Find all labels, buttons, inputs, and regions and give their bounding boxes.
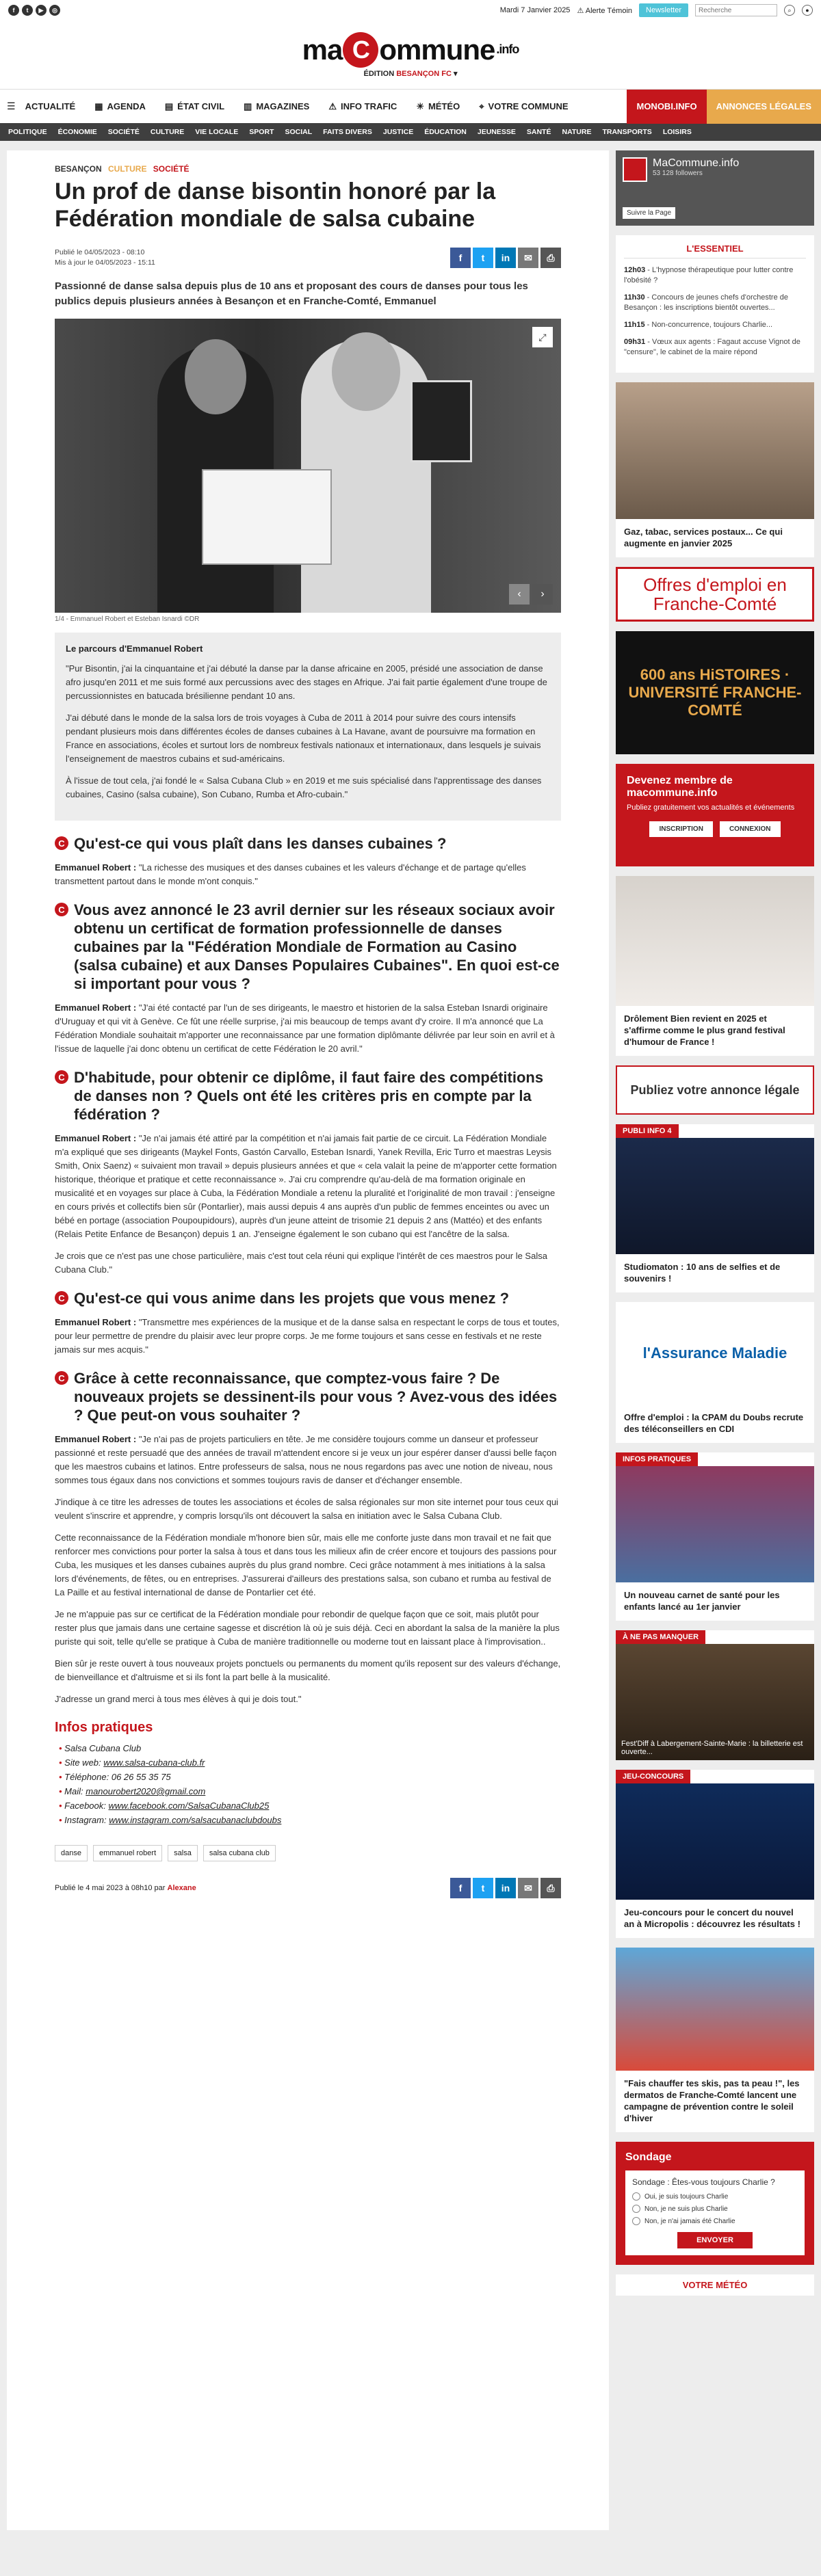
info-item: • Téléphone: 06 26 55 35 75 [59,1770,561,1784]
bio-paragraph: J'ai débuté dans le monde de la salsa lors de trois voyages à Cuba de 2011 à 2014 pour suivre des cours intensifs pendant plusieurs mois dans différentes écoles de danses cubaines à La Havane, avant de poursuivre ma formation en France en associations, écoles et surtout lors de nombreux festivals nationaux et internationaux, dans lesquels je suivais l'enseignement de maestros cubains et sud-américains. [66,713,541,764]
news-item[interactable]: 12h03 - L'hypnose thérapeutique pour lutter contre l'obésité ? [624,266,794,284]
nav-info-trafic[interactable]: ⚠ INFO TRAFIC [328,101,398,111]
question-heading: C Grâce à cette reconnaissance, que comptez-vous faire ? De nouveaux projets se dessinent-ils pour vous ? Avez-vous des idées ? Que peut-on vous souhaiter ? [55,1369,561,1424]
instagram-icon[interactable]: ◎ [49,5,60,16]
subnav-item[interactable]: JEUNESSE [477,128,516,136]
nav-votre-commune[interactable]: ⌖ VOTRE COMMUNE [479,101,569,111]
tag-list [55,1845,561,1861]
article-dates: Publié le 04/05/2023 - 08:10 Mis à jour le 04/05/2023 - 15:11 [55,248,155,267]
subnav-item[interactable]: ÉDUCATION [424,128,467,136]
current-date: Mardi 7 Janvier 2025 [499,6,571,14]
info-item: • Facebook: www.facebook.com/SalsaCubanaClub25 [59,1798,561,1813]
news-item[interactable]: 09h31 - Vœux aux agents : Fagaut accuse Vignot de "censure", le cabinet de la maire répond [624,338,800,356]
subnav-item[interactable]: VIE LOCALE [195,128,239,136]
category-societe[interactable]: SOCIÉTÉ [153,164,190,174]
answer-paragraph: Emmanuel Robert : "La richesse des musiques et des danses cubaines et les valeurs d'échange et de partage qu'elles transmettent partout dans le monde m'ont conquis." [55,862,526,886]
warning-icon: ⚠ [328,101,337,111]
share-buttons [450,248,561,268]
website-link[interactable]: www.salsa-cubana-club.fr [103,1757,205,1768]
sidebar-article[interactable] [616,1124,814,1292]
print-icon[interactable]: ⎙ [540,1878,561,1898]
tag[interactable]: salsa cubana club [203,1845,276,1861]
poll-option[interactable]: Non, je ne suis plus Charlie [632,2205,798,2213]
published-by: Publié le 4 mai 2023 à 08h10 par Alexane [55,1884,196,1892]
answer-paragraph: Cette reconnaissance de la Fédération mondiale m'honore bien sûr, mais elle me conforte juste dans mon travail et ne fait que renforcer mes convictions pour porter la salsa à tous et dans tous les milieux afin de créer encore et toujours des passions pour Cuba, les musiques et les danses cubaines auprès du plus grand nombre. Ceci grâce notamment à mes initiations à la salsa lors d'événements, de fêtes, ou en entreprises. J'assurerai d'ailleurs des prestations salsa, son cubano et rumba au festival de La Paille et au festival international de danse de Pontarlier cet été. [55,1532,557,1597]
practical-info-title: Infos pratiques [55,1720,153,1735]
nav-monobi[interactable]: MONOBI.INFO [627,90,706,124]
sun-icon: ☀ [416,101,424,111]
sidebar-article-title: Drôlement Bien revient en 2025 et s'affirme comme le plus grand festival d'humour de France ! [624,1013,785,1047]
author-link[interactable]: Alexane [167,1884,196,1892]
essentiel-widget [616,235,814,373]
calendar-icon: ▦ [94,101,103,111]
essentiel-title: L'ESSENTIEL [624,243,806,258]
info-item: • Mail: manourobert2020@gmail.com [59,1784,561,1798]
category-culture[interactable]: CULTURE [108,164,147,174]
user-icon[interactable]: ● [802,5,813,16]
answer-paragraph: Je crois que ce n'est pas une chose particulière, mais c'est tout cela réuni qui explique l'intérêt de ces maestros pour le Salsa Cubana Club." [55,1251,547,1275]
sidebar-article[interactable] [616,1630,814,1760]
youtube-icon[interactable]: ▶ [36,5,47,16]
follow-page-button[interactable]: Suivre la Page [623,207,675,219]
top-bar [0,0,821,21]
share-buttons-bottom [450,1878,561,1898]
subnav-item[interactable]: JUSTICE [382,128,414,136]
question-heading: C Qu'est-ce qui vous anime dans les projets que vous menez ? [55,1289,561,1307]
article [7,150,609,2530]
bio-title: Le parcours d'Emmanuel Robert [66,643,203,654]
tag[interactable]: salsa [168,1845,198,1861]
news-item[interactable]: 11h15 - Non-concurrence, toujours Charlie... [624,321,773,329]
nav-meteo[interactable]: ☀ MÉTÉO [416,101,460,111]
answer-paragraph: J'adresse un grand merci à tous mes élèves à qui je dois tout." [55,1694,302,1704]
sante-image [616,1466,814,1582]
page-logo [623,157,647,182]
membership-subtitle: Publiez gratuitement vos actualités et événements [627,804,795,812]
question-heading: C Qu'est-ce qui vous plaît dans les danses cubaines ? [55,834,561,853]
search-input[interactable] [695,4,777,16]
article-categories [55,164,561,174]
sidebar-article[interactable] [616,1770,814,1938]
subnav-item[interactable]: FAITS DIVERS [323,128,372,136]
sub-nav [0,123,821,141]
legal-notice-banner[interactable]: Publiez votre annonce légale [616,1065,814,1115]
header-logo-area [0,21,821,89]
poll-title: Sondage [625,2151,672,2163]
category-besancon[interactable]: BESANÇON [55,164,102,174]
location-icon: ⌖ [479,101,484,111]
slider-next-icon[interactable]: › [532,584,553,605]
social-links [8,5,60,16]
publi-info-badge: PUBLI INFO 4 [616,1124,679,1138]
answer-paragraph: Je ne m'appuie pas sur ce certificat de la Fédération mondiale pour rebondir de quelque façon que ce soit, mais plutôt pour rester plus que jamais dans une certaine sagesse et discrétion là où je suis déjà. Ceci en abordant la salsa de la manière la plus puriste qui soit, telle qu'elle se pratique à Cuba de manière traditionnelle ou moderne tout en laissant place à l'improvisation.. [55,1609,560,1647]
answer-paragraph: J'indique à ce titre les adresses de toutes les associations et écoles de salsa régionales sur mon site internet pour tous ceux qui veulent s'inscrire et apprendre, y compris lorsqu'ils ont découvert la salsa en initiation avec le Salsa Cubana Club. [55,1497,558,1521]
share-twitter-icon[interactable]: t [473,1878,493,1898]
poll-option[interactable]: Non, je n'ai jamais été Charlie [632,2217,798,2225]
poll-widget [616,2142,814,2265]
sidebar-article[interactable] [616,382,814,557]
nav-magazines[interactable]: ▥ MAGAZINES [244,101,310,111]
instagram-link[interactable]: www.instagram.com/salsacubanaclubdoubs [109,1815,282,1825]
login-button[interactable]: CONNEXION [720,821,781,837]
answer-paragraph: Bien sûr je reste ouvert à tous nouveaux projets ponctuels ou permanents du moment qu'ils reposent sur des valeurs d'échange, de bienveillance et d'altruisme et si ils font la part belle à la musicalité. [55,1658,561,1682]
share-facebook-icon[interactable]: f [450,1878,471,1898]
search-icon[interactable]: ⌕ [784,5,795,16]
mail-link[interactable]: manourobert2020@gmail.com [86,1786,206,1796]
document-icon: ▤ [164,101,174,111]
weather-widget-title: VOTRE MÉTÉO [616,2274,814,2296]
answer-paragraph: Emmanuel Robert : "Transmettre mes expériences de la musique et de la danse salsa en respectant le corps de tous et toutes, pour leur permettre de prendre du plaisir avec leur propre corps. Je me forme toujours et sans cesse en festivals et ne reste jamais sur mes acquis." [55,1317,560,1355]
bio-box [55,633,561,821]
bio-paragraph: "Pur Bisontin, j'ai la cinquantaine et j'ai débuté la danse par la danse africaine en 2005, présidé une association de danse afro jusqu'en 2011 et me suis formé aux percussions avec des stages en Afrique. J'ai fait partie également d'une troupe de percussionnistes en batucada brésilienne pendant 10 ans. [66,663,547,701]
article-title: Un prof de danse bisontin honoré par la Fédération mondiale de salsa cubaine [55,178,496,232]
infos-pratiques-badge: INFOS PRATIQUES [616,1452,698,1466]
question-heading: C D'habitude, pour obtenir ce diplôme, il faut faire des compétitions de danses non ? Quels ont été les critères pris en compte par la fédération ? [55,1068,561,1124]
sidebar-article-title: Offre d'emploi : la CPAM du Doubs recrute des téléconseillers en CDI [624,1412,804,1434]
subnav-item[interactable]: SOCIÉTÉ [107,128,140,136]
sidebar-article-title: "Fais chauffer tes skis, pas ta peau !", les dermatos de Franche-Comté lancent une campagne de prévention contre le soleil d'hiver [624,2078,800,2123]
tag[interactable]: emmanuel robert [93,1845,162,1861]
facebook-link[interactable]: www.facebook.com/SalsaCubanaClub25 [108,1801,270,1811]
subnav-item[interactable]: TRANSPORTS [602,128,652,136]
subnav-item[interactable]: SOCIAL [285,128,313,136]
subnav-item[interactable]: POLITIQUE [8,128,47,136]
twitter-icon[interactable]: t [22,5,33,16]
sidebar-article-title: Studiomaton : 10 ans de selfies et de souvenirs ! [624,1262,781,1284]
cpam-image: l'Assurance Maladie [616,1302,814,1405]
membership-widget [616,764,814,866]
info-item: • Salsa Cubana Club [59,1741,561,1755]
subnav-item[interactable]: SPORT [249,128,274,136]
ne-pas-manquer-badge: À NE PAS MANQUER [616,1630,705,1644]
jobs-banner[interactable]: Offres d'emploi en Franche-Comté [616,567,814,622]
facebook-page-widget[interactable] [616,150,814,226]
jeu-concours-badge: JEU-CONCOURS [616,1770,690,1783]
share-mail-icon[interactable]: ✉ [518,1878,538,1898]
share-twitter-icon[interactable]: t [473,248,493,268]
photo-caption: 1/4 - Emmanuel Robert et Esteban Isnardi ©DR [55,615,200,623]
magazine-icon: ▥ [244,101,252,111]
site-logo[interactable]: ma C ommune .info [302,32,519,68]
hamburger-icon[interactable]: ☰ [7,101,16,111]
tag[interactable]: danse [55,1845,88,1861]
poll-question: Sondage : Êtes-vous toujours Charlie ? [632,2177,775,2187]
nav-agenda[interactable]: ▦ AGENDA [94,101,146,111]
nav-actualite[interactable]: ACTUALITÉ [25,101,76,111]
article-photo-slider[interactable] [55,319,561,613]
info-item: • Site web: www.salsa-cubana-club.fr [59,1755,561,1770]
subnav-item[interactable]: ÉCONOMIE [57,128,97,136]
festdiff-image: Fest'Diff à Labergement-Sainte-Marie : la billetterie est ouverte... [616,1644,814,1760]
answer-paragraph: Emmanuel Robert : "Je n'ai jamais été attiré par la compétition et n'ai jamais fait partie de ce circuit. La Fédération Mondiale m'a expliqué que ses dirigeants (Maykel Fonts, Gastón Carvallo, Esteban Isnardi, Yanek Revilla, Eric Turro et maestras Leysis Smith, Onix Saenz) « suivaient mon travail » depuis plusieurs années et que « cela valait la peine de m'apporter cette formation historique, théorique et pratique et cette reconnaissance ». J'ai cru comprendre qu'au-delà de ma formation originale en musicalité et en voyages sur place à Cuba, la Fédération Mondiale a retenu la pluralité et l'originalité de mon travail : j'enseigne en cours privés et collectifs bien sûr (Pontarlier), mais aussi depuis 4 ans auprès d'un public de femmes enceintes ou avec un bébé en portage (association Poupoupidours), auprès d'un jeune atteint de trisomie 21 depuis 2 ans (Mattéo) et des enfants (Relais Petite Enfance de Besançon) depuis 1 an. J'enseigne également le son cubano qui est l'ancêtre de la salsa. [55,1133,557,1239]
sidebar [616,150,814,2530]
sidebar-article-title: Gaz, tabac, services postaux... Ce qui augmente en janvier 2025 [624,527,783,548]
membership-title: Devenez membre de macommune.info [627,775,733,799]
share-mail-icon[interactable]: ✉ [518,248,538,268]
ski-image [616,1948,814,2071]
fb-page-followers: 53 128 followers [653,170,703,177]
poll-submit-button[interactable]: ENVOYER [677,2232,753,2248]
sidebar-article[interactable] [616,1452,814,1621]
article-lead: Passionné de danse salsa depuis plus de 10 ans et proposant des cours de danses pour tous les publics depuis plusieurs années à Besançon et en Franche-Comté, Emmanuel [55,280,528,307]
print-icon[interactable]: ⎙ [540,248,561,268]
signup-button[interactable]: INSCRIPTION [649,821,712,837]
sidebar-article[interactable] [616,1302,814,1443]
rythmes-image [616,1783,814,1900]
subnav-item[interactable]: LOISIRS [662,128,692,136]
sidebar-article-title: Un nouveau carnet de santé pour les enfants lancé au 1er janvier [624,1590,780,1612]
newsletter-button[interactable]: Newsletter [639,3,688,17]
practical-info [55,1720,561,1827]
facebook-icon[interactable]: f [8,5,19,16]
nav-annonces-legales[interactable]: ANNONCES LÉGALES [707,90,821,124]
subnav-item[interactable]: NATURE [562,128,592,136]
subnav-item[interactable]: SANTÉ [526,128,551,136]
fb-page-name: MaCommune.info [653,157,740,169]
sidebar-article-title: Jeu-concours pour le concert du nouvel an à Micropolis : découvrez les résultats ! [624,1907,800,1929]
share-linkedin-icon[interactable]: in [495,248,516,268]
question-heading: C Vous avez annoncé le 23 avril dernier sur les réseaux sociaux avoir obtenu un certificat de formation professionnelle de danses cubaines par la "Fédération Mondiale de Formation au Casino (salsa cubaine) et aux Danses Populaires Cubaines". En quoi est-ce si important pour vous ? [55,901,561,993]
drolement-image [616,876,814,1006]
expand-icon[interactable]: ⤢ [532,327,553,347]
main-nav [0,89,821,123]
bio-paragraph: À l'issue de tout cela, j'ai fondé le « Salsa Cubana Club » en 2019 et me suis spécialisé dans l'apprentissage des danses cubaines, Casino (salsa cubaine), Son Cubano, Rumba et Afro-cubain." [66,775,542,799]
answer-paragraph: Emmanuel Robert : "Je n'ai pas de projets particuliers en tête. Je me considère toujours comme un danseur et professeur passionné et reste persuadé que des années de travail m'attendent encore si je veux un jour espérer danser d'aussi belle façon que les maestros cubains et latinos. Entre professeurs de salsa, nous ne nous regardons pas avec une notion de niveau, nous sommes tous égaux dans nos convictions et sommes toujours ravis de danser et d'échanger ensemble. [55,1434,557,1485]
sidebar-article[interactable] [616,876,814,1056]
histoires-banner[interactable]: 600 ans HiSTOIRES · UNIVERSITÉ FRANCHE-COMTÉ [616,631,814,754]
sidebar-article[interactable] [616,1948,814,2132]
slider-prev-icon[interactable]: ‹ [509,584,530,605]
info-item: • Instagram: www.instagram.com/salsacubanaclubdoubs [59,1813,561,1827]
answer-paragraph: Emmanuel Robert : "J'ai été contacté par l'un de ses dirigeants, le maestro et historien de la salsa Esteban Isnardi originaire d'Uruguay et qui vit à Genève. Ce fût une réelle surprise, j'ai mis beaucoup de temps avant d'y croire. Il m'a annoncé que La Fédération Mondiale souhaitait m'apporter une reconnaissance par une formation diplômante délivrée par leur soin en avril et à l'issue de laquelle j'ai donc obtenu un certificat de cette Fédération le 20 avril." [55,1002,555,1054]
share-facebook-icon[interactable]: f [450,248,471,268]
share-linkedin-icon[interactable]: in [495,1878,516,1898]
nav-etat-civil[interactable]: ▤ ÉTAT CIVIL [164,101,225,111]
tabac-image [616,382,814,519]
news-item[interactable]: 11h30 - Concours de jeunes chefs d'orchestre de Besançon : les inscriptions bientôt ouvertes... [624,293,788,312]
alert-link[interactable]: ⚠ Alerte Témoin [577,6,633,15]
studio-image [616,1138,814,1254]
edition-selector[interactable]: ÉDITION BESANÇON FC ▾ [363,69,458,78]
subnav-item[interactable]: CULTURE [150,128,185,136]
poll-option[interactable]: Oui, je suis toujours Charlie [632,2192,798,2201]
